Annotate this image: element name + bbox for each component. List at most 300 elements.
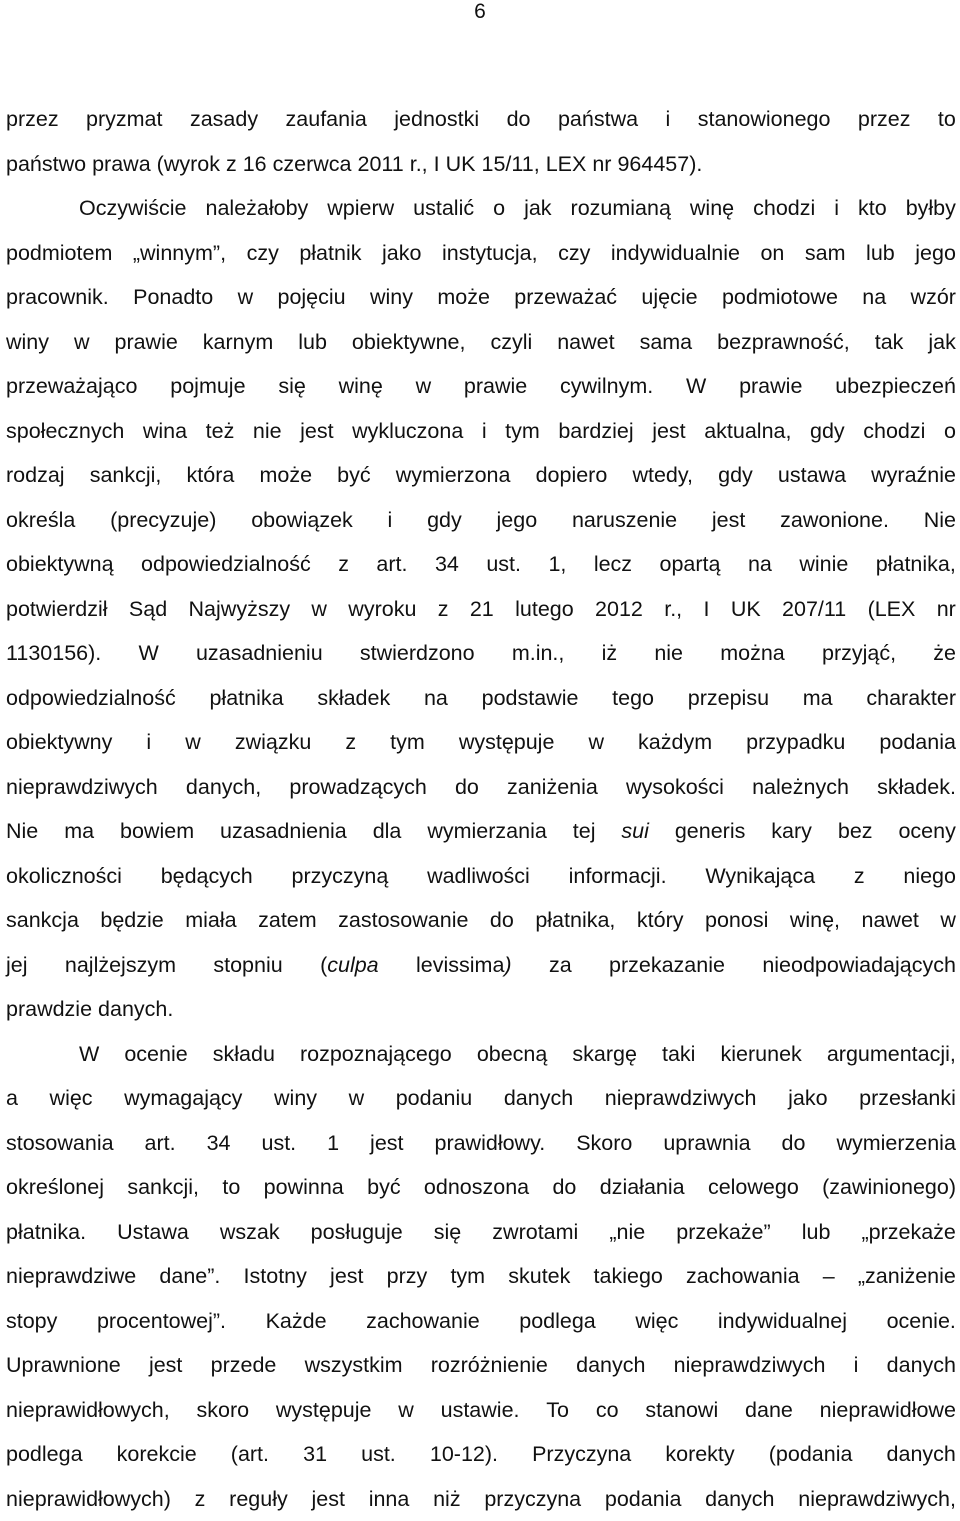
word: (art. — [231, 1432, 269, 1477]
word: lecz — [594, 542, 632, 587]
word: zawonione. — [780, 498, 889, 543]
word: ustalić — [413, 186, 474, 231]
word: do — [552, 1165, 576, 1210]
word: podmiotowe — [722, 275, 838, 320]
word: bardziej — [558, 409, 633, 454]
word: wpierw — [327, 186, 394, 231]
word: czy — [247, 231, 279, 276]
text-line — [6, 1032, 956, 1077]
word: się — [434, 1210, 461, 1255]
word: nieprawdziwych — [605, 1076, 757, 1121]
text-line — [6, 1343, 956, 1388]
word: byłby — [906, 186, 956, 231]
word: być — [367, 1165, 400, 1210]
word: i — [388, 498, 393, 543]
word: i — [854, 1343, 859, 1388]
word: odnoszona — [424, 1165, 529, 1210]
word: (wyrok — [157, 142, 220, 187]
word: pojmuje — [170, 364, 245, 409]
word: wina — [143, 409, 187, 454]
word: niż — [433, 1477, 460, 1521]
word: jak — [524, 186, 551, 231]
word: więc — [635, 1299, 678, 1344]
word: przeważająco — [6, 364, 137, 409]
word: co — [596, 1388, 619, 1433]
word: w — [398, 1388, 414, 1433]
word: przez — [6, 97, 59, 142]
word: nieodpowiadających — [762, 943, 956, 988]
word: stopy — [6, 1299, 57, 1344]
word: o — [944, 409, 956, 454]
word: 1130156). — [6, 631, 101, 676]
word: lub — [866, 231, 895, 276]
word: wyraźnie — [871, 453, 956, 498]
text-line — [6, 809, 956, 854]
word: danych — [887, 1432, 956, 1477]
text-line — [6, 987, 956, 1032]
word: 964457). — [617, 142, 702, 187]
word: art. — [145, 1121, 176, 1166]
word: więc — [50, 1076, 93, 1121]
word: z — [438, 587, 449, 632]
word: która — [187, 453, 235, 498]
word: nr — [592, 142, 611, 187]
word: jednostki — [394, 97, 479, 142]
word: płatnika, — [535, 898, 615, 943]
text-line — [6, 1121, 956, 1166]
word: r., — [664, 587, 682, 632]
word: winy — [370, 275, 413, 320]
word: nieprawidłowe — [820, 1388, 956, 1433]
word: odpowiedzialność — [6, 676, 176, 721]
word: przekaże” — [676, 1210, 770, 1255]
word: wadliwości — [427, 854, 530, 899]
word: tak — [875, 320, 904, 365]
word: korekcie — [117, 1432, 197, 1477]
word: w — [185, 720, 201, 765]
word: kary — [771, 809, 812, 854]
word: stanowionego — [698, 97, 831, 142]
word: wymagający — [124, 1076, 242, 1121]
word: reguły — [229, 1477, 288, 1521]
word: 1, — [548, 542, 566, 587]
word: 34 — [435, 542, 459, 587]
word: W — [79, 1032, 99, 1077]
word: nieprawdziwych, — [798, 1477, 956, 1521]
word: z — [226, 142, 237, 187]
word: on — [760, 231, 784, 276]
word: bowiem — [120, 809, 194, 854]
word: inna — [369, 1477, 410, 1521]
word: pojęciu — [277, 275, 345, 320]
word: czyli — [490, 320, 532, 365]
word: ubezpieczeń — [835, 364, 956, 409]
word: stanowi — [645, 1388, 718, 1433]
word: wszystkim — [305, 1343, 403, 1388]
word: sui — [621, 809, 648, 854]
word: płatnika — [209, 676, 283, 721]
word: „winnym”, — [133, 231, 226, 276]
word: uzasadnieniu — [196, 631, 323, 676]
word: można — [720, 631, 785, 676]
word: instytucja, — [442, 231, 538, 276]
word: przepisu — [688, 676, 769, 721]
word: należałoby — [206, 186, 309, 231]
word: przez — [858, 97, 911, 142]
word: bezprawność, — [717, 320, 850, 365]
word: jest — [149, 1343, 182, 1388]
word: uprawnia — [663, 1121, 750, 1166]
word: rozumianą — [571, 186, 671, 231]
word: art. — [376, 542, 407, 587]
word: sankcja — [6, 898, 79, 943]
word: związku — [235, 720, 311, 765]
word: prawa — [92, 142, 151, 187]
word: r., — [410, 142, 428, 187]
word: zatem — [258, 898, 317, 943]
word: prowadzących — [289, 765, 426, 810]
word: procentowej”. — [97, 1299, 226, 1344]
word: winy — [6, 320, 49, 365]
text-line — [6, 1076, 956, 1121]
word: z — [338, 542, 349, 587]
word: tym — [390, 720, 425, 765]
word: wszak — [220, 1210, 280, 1255]
word: obecną — [477, 1032, 548, 1077]
text-line — [6, 275, 956, 320]
word: w — [940, 898, 956, 943]
word: ust. — [486, 542, 521, 587]
word: chodzi — [753, 186, 815, 231]
word: Wynikająca — [705, 854, 815, 899]
text-line — [6, 765, 956, 810]
word: w — [588, 720, 604, 765]
word: 21 — [470, 587, 494, 632]
word: 2012 — [595, 587, 643, 632]
word: określa — [6, 498, 75, 543]
word: ustawie. — [441, 1388, 520, 1433]
word: nieprawdziwe — [6, 1254, 136, 1299]
word: może — [259, 453, 312, 498]
word: „nie — [609, 1210, 645, 1255]
word: naruszenie — [572, 498, 677, 543]
word: nieprawdziwych — [6, 765, 158, 810]
word: prawie — [464, 364, 527, 409]
text-line — [6, 1388, 956, 1433]
word: na — [748, 542, 772, 587]
word: że — [933, 631, 956, 676]
word: jest — [300, 409, 333, 454]
word: 1 — [327, 1121, 339, 1166]
word: lutego — [515, 587, 574, 632]
word: winie — [799, 542, 848, 587]
word: Istotny — [244, 1254, 307, 1299]
word: nawet — [862, 898, 919, 943]
word: będzie — [100, 898, 163, 943]
word: LEX — [546, 142, 587, 187]
word: być — [337, 453, 370, 498]
word: lub — [298, 320, 327, 365]
word: nawet — [557, 320, 614, 365]
word: Nie — [6, 809, 38, 854]
word: w — [238, 275, 254, 320]
word: sam — [805, 231, 846, 276]
word: 15/11, — [482, 142, 540, 187]
word: się — [278, 364, 305, 409]
text-line — [6, 1432, 956, 1477]
word: może — [437, 275, 490, 320]
word: winy — [274, 1076, 317, 1121]
word: podstawie — [482, 676, 579, 721]
word: przekazanie — [609, 943, 725, 988]
word: czerwca — [273, 142, 352, 187]
word: wymierzania — [427, 809, 546, 854]
word: społecznych — [6, 409, 124, 454]
text-line — [6, 320, 956, 365]
word: i — [834, 186, 839, 231]
word: prawidłowy. — [434, 1121, 545, 1166]
word: gdy — [718, 453, 753, 498]
text-line — [6, 409, 956, 454]
word: cywilnym. — [560, 364, 653, 409]
text-line — [6, 1165, 956, 1210]
text-line — [6, 542, 956, 587]
word: – — [823, 1254, 835, 1299]
word: składek — [317, 676, 390, 721]
word: każdym — [638, 720, 712, 765]
word: gdy — [810, 409, 845, 454]
word: prawie — [114, 320, 177, 365]
word: bez — [838, 809, 873, 854]
word: należnych — [752, 765, 849, 810]
word: jest — [330, 1254, 363, 1299]
word: 10-12). — [430, 1432, 498, 1477]
word: do — [782, 1121, 806, 1166]
word: przede — [211, 1343, 277, 1388]
text-line — [6, 587, 956, 632]
document-body — [6, 97, 956, 1521]
word: Najwyższy — [189, 587, 291, 632]
word: podlega — [519, 1299, 596, 1344]
word: skargę — [572, 1032, 637, 1077]
word: podaniu — [396, 1076, 473, 1121]
word: obowiązek — [251, 498, 353, 543]
word: nieprawidłowych, — [6, 1388, 170, 1433]
word: ma — [64, 809, 94, 854]
text-line — [6, 498, 956, 543]
word: dla — [373, 809, 402, 854]
word: Skoro — [576, 1121, 632, 1166]
word: tym — [450, 1254, 485, 1299]
word: i — [666, 97, 671, 142]
word: zwrotami — [492, 1210, 578, 1255]
word: skoro — [197, 1388, 250, 1433]
word: jego — [915, 231, 956, 276]
word: wyroku — [348, 587, 416, 632]
word: z — [345, 720, 356, 765]
word: płatnik — [299, 231, 361, 276]
word: I — [434, 142, 440, 187]
word: państwo — [6, 142, 86, 187]
word: z — [195, 1477, 206, 1521]
word: aktualna, — [704, 409, 791, 454]
word: podania — [605, 1477, 682, 1521]
word: jest — [311, 1477, 344, 1521]
word: przyczyna — [484, 1477, 581, 1521]
word: określonej — [6, 1165, 104, 1210]
word: jej — [6, 943, 28, 988]
text-line — [6, 1299, 956, 1344]
word: Ponadto — [133, 275, 213, 320]
word: iż — [602, 631, 618, 676]
word: argumentacji, — [827, 1032, 956, 1077]
word: rozpoznającego — [300, 1032, 452, 1077]
text-line — [6, 943, 956, 988]
word: czy — [558, 231, 590, 276]
word: zaniżenia — [507, 765, 598, 810]
word: który — [637, 898, 684, 943]
word: dopiero — [536, 453, 608, 498]
word: winę — [339, 364, 383, 409]
word: wtedy, — [632, 453, 693, 498]
word: rodzaj — [6, 453, 65, 498]
word: danych — [705, 1477, 774, 1521]
text-line — [6, 186, 956, 231]
word: (zawinionego) — [822, 1165, 956, 1210]
word: m.in., — [512, 631, 565, 676]
word: wymierzona — [396, 453, 511, 498]
word: 16 — [243, 142, 267, 187]
word: winę — [690, 186, 734, 231]
word: 2011 — [358, 142, 404, 187]
text-line — [6, 142, 956, 187]
word: wykluczona — [352, 409, 463, 454]
word: tego — [612, 676, 654, 721]
word: danych. — [98, 987, 173, 1032]
word: podmiotem — [6, 231, 112, 276]
word: uzasadnienia — [220, 809, 347, 854]
text-line — [6, 854, 956, 899]
word: państwa — [558, 97, 638, 142]
word: taki — [662, 1032, 695, 1077]
word: na — [424, 676, 448, 721]
word: Sąd — [129, 587, 167, 632]
word: ocenie. — [887, 1299, 956, 1344]
word: prawie — [739, 364, 802, 409]
word: (culpa — [320, 943, 379, 988]
word: obiektywną — [6, 542, 114, 587]
word: 207/11 — [782, 587, 846, 632]
word: generis — [675, 809, 746, 854]
word: danych, — [186, 765, 261, 810]
word: sankcji, — [90, 453, 162, 498]
word: zachowanie — [366, 1299, 480, 1344]
word: tej — [573, 809, 596, 854]
text-line — [6, 1477, 956, 1521]
word: i — [482, 409, 487, 454]
word: przeważać — [514, 275, 617, 320]
word: powinna — [264, 1165, 344, 1210]
word: będących — [161, 854, 253, 899]
text-line — [6, 898, 956, 943]
text-line — [6, 97, 956, 142]
text-line — [6, 676, 956, 721]
text-line — [6, 720, 956, 765]
word: Nie — [924, 498, 956, 543]
word: chodzi — [863, 409, 925, 454]
word: dane — [745, 1388, 793, 1433]
word: UK — [731, 587, 761, 632]
word: jako — [788, 1076, 827, 1121]
word: do — [490, 898, 514, 943]
word: występuje — [276, 1388, 372, 1433]
word: Uprawnione — [6, 1343, 121, 1388]
word: kierunek — [721, 1032, 802, 1077]
word: jak — [928, 320, 955, 365]
word: charakter — [866, 676, 956, 721]
word: przy — [387, 1254, 428, 1299]
word: (LEX — [868, 587, 916, 632]
text-line — [6, 453, 956, 498]
word: za — [549, 943, 572, 988]
word: zachowania — [686, 1254, 800, 1299]
word: jest — [652, 409, 685, 454]
word: posługuje — [311, 1210, 403, 1255]
word: w — [349, 1076, 365, 1121]
word: jest — [370, 1121, 403, 1166]
word: I — [704, 587, 710, 632]
word: winę, — [790, 898, 840, 943]
word: takiego — [594, 1254, 663, 1299]
word: ust. — [361, 1432, 396, 1477]
word: levissima) — [416, 943, 512, 988]
word: (podania — [769, 1432, 853, 1477]
word: tym — [505, 409, 540, 454]
word: stosowania — [6, 1121, 114, 1166]
text-line — [6, 631, 956, 676]
word: składek. — [877, 765, 956, 810]
word: „zaniżenie — [858, 1254, 956, 1299]
word: danych — [504, 1076, 573, 1121]
word: stopniu — [213, 943, 282, 988]
word: nie — [654, 631, 683, 676]
word: zastosowanie — [338, 898, 468, 943]
word: jako — [382, 231, 421, 276]
word: Przyczyna — [532, 1432, 631, 1477]
text-line — [6, 231, 956, 276]
word: informacji. — [569, 854, 667, 899]
word: „przekaże — [861, 1210, 955, 1255]
word: oceny — [898, 809, 955, 854]
page-number: 6 — [0, 0, 960, 24]
word: podania — [879, 720, 956, 765]
word: miała — [185, 898, 236, 943]
word: nieprawdziwych — [674, 1343, 826, 1388]
word: stwierdzono — [360, 631, 475, 676]
word: prawdzie — [6, 987, 92, 1032]
word: korekty — [665, 1432, 734, 1477]
word: skutek — [508, 1254, 570, 1299]
word: Oczywiście — [79, 186, 187, 231]
word: sankcji, — [127, 1165, 199, 1210]
word: 31 — [303, 1432, 327, 1477]
word: 34 — [207, 1121, 231, 1166]
word: W — [686, 364, 706, 409]
word: nie — [253, 409, 282, 454]
word: z — [854, 854, 865, 899]
word: a — [6, 1076, 18, 1121]
text-line — [6, 364, 956, 409]
